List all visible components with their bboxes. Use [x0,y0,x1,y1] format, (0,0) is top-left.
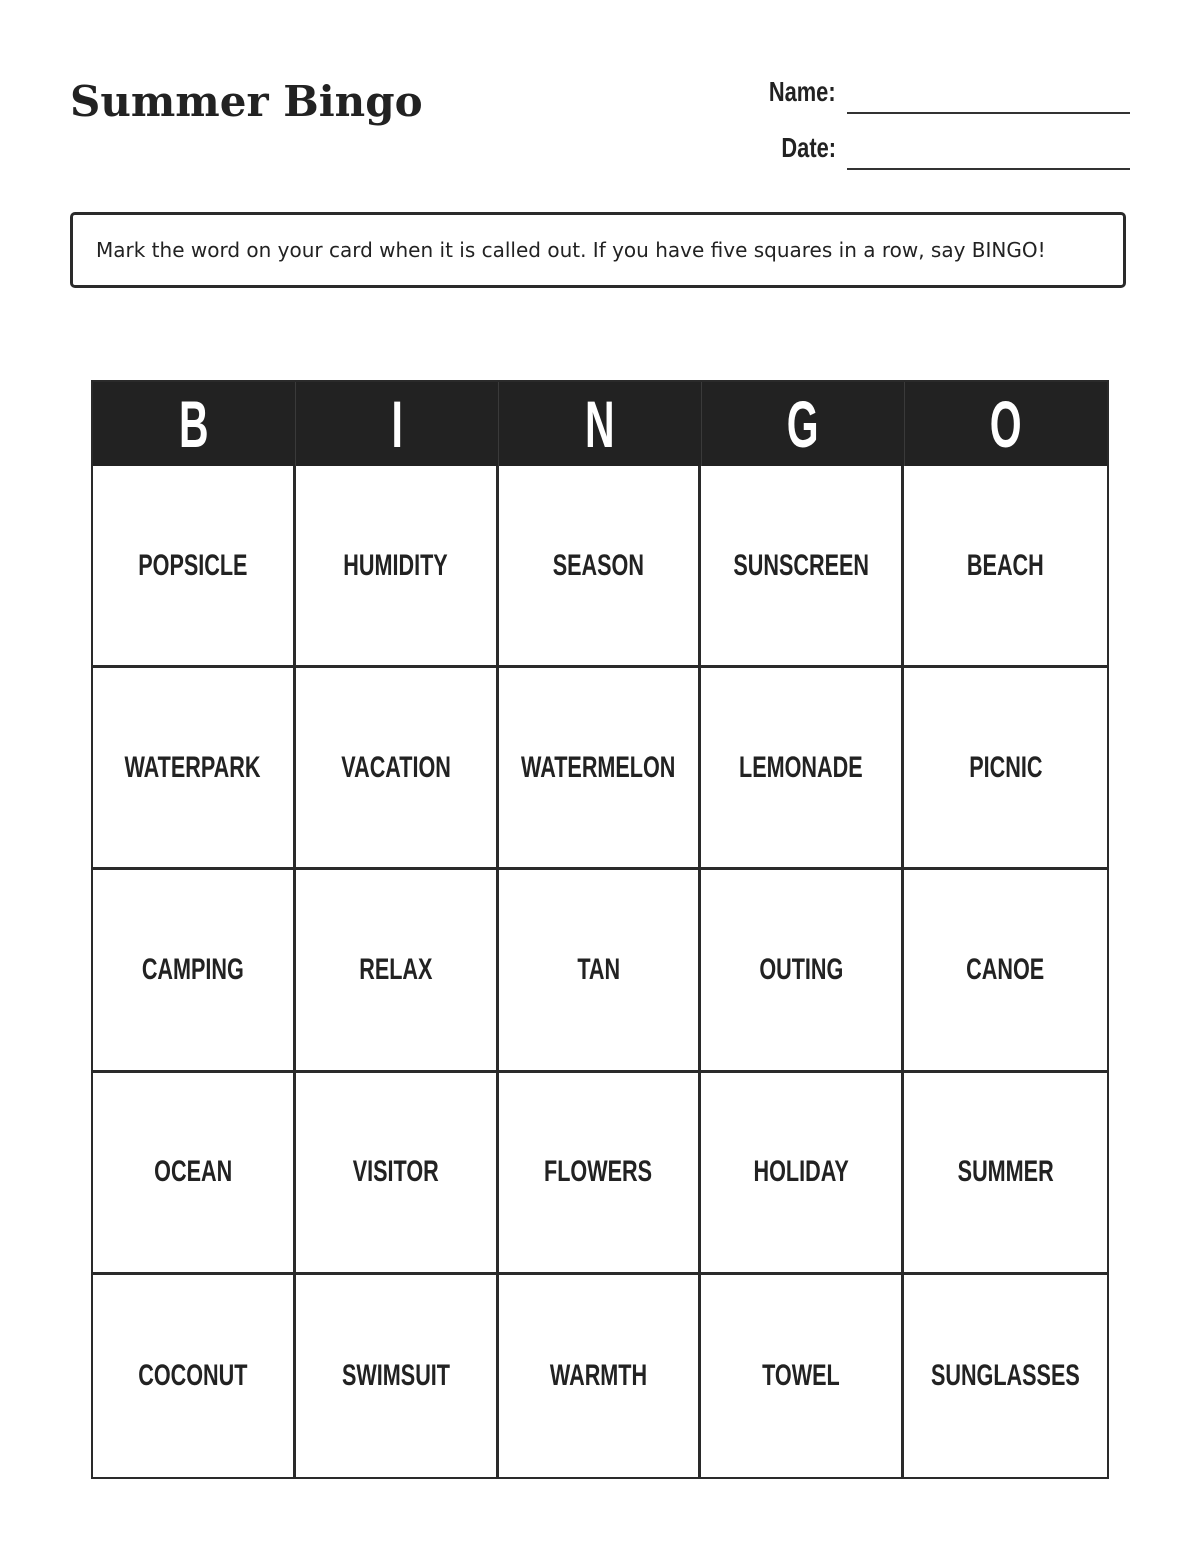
bingo-square[interactable] [904,668,1107,870]
name-line[interactable] [847,112,1130,114]
bingo-square[interactable] [499,870,702,1072]
square-word: COCONUT [138,1358,248,1392]
bingo-square[interactable] [499,1275,702,1477]
bingo-grid [93,466,1107,1477]
square-word: SEASON [552,548,645,582]
header-letter-b [93,382,296,466]
instructions-box [70,212,1126,288]
header-letter-n [499,382,702,466]
bingo-square[interactable] [904,870,1107,1072]
square-word: CAMPING [141,952,244,986]
bingo-square[interactable] [499,466,702,668]
header-letter: O [990,387,1022,461]
square-word: SUNSCREEN [733,548,870,582]
bingo-square[interactable] [904,466,1107,668]
square-word: PICNIC [968,750,1043,784]
square-word: HOLIDAY [753,1155,849,1189]
square-word: HUMIDITY [343,548,448,582]
bingo-header [93,382,1107,466]
name-label: Name: [769,76,836,107]
square-word: RELAX [359,952,433,986]
square-word: WARMTH [549,1358,648,1392]
bingo-square[interactable] [701,668,904,870]
bingo-square[interactable] [296,668,499,870]
square-word: WATERPARK [124,750,261,784]
bingo-square[interactable] [904,1275,1107,1477]
date-label: Date: [781,132,836,163]
bingo-square[interactable] [93,466,296,668]
square-word: TAN [577,952,620,986]
square-word: CANOE [966,952,1045,986]
bingo-square[interactable] [701,1073,904,1275]
square-word: OCEAN [153,1155,232,1189]
square-word: SWIMSUIT [341,1358,450,1392]
square-word: VACATION [340,750,451,784]
square-word: LEMONADE [739,750,864,784]
bingo-square[interactable] [93,1275,296,1477]
bingo-square[interactable] [296,466,499,668]
square-word: WATERMELON [521,750,676,784]
bingo-square[interactable] [904,1073,1107,1275]
square-word: SUMMER [957,1155,1054,1189]
square-word: SUNGLASSES [931,1358,1081,1392]
header-letter-i [296,382,499,466]
header-letter: N [585,387,615,461]
bingo-square[interactable] [701,870,904,1072]
bingo-square[interactable] [701,1275,904,1477]
header-letter: I [391,387,403,461]
bingo-square[interactable] [296,870,499,1072]
square-word: FLOWERS [544,1155,653,1189]
bingo-square[interactable] [93,668,296,870]
bingo-square[interactable] [296,1073,499,1275]
bingo-square[interactable] [93,870,296,1072]
bingo-square[interactable] [296,1275,499,1477]
header-letter: B [179,387,209,461]
square-word: OUTING [759,952,844,986]
bingo-square[interactable] [93,1073,296,1275]
bingo-square[interactable] [499,1073,702,1275]
bingo-board [91,380,1109,1479]
header-letter-g [702,382,905,466]
bingo-square[interactable] [701,466,904,668]
bingo-square[interactable] [499,668,702,870]
square-word: VISITOR [352,1155,439,1189]
square-word: TOWEL [762,1358,841,1392]
page-title: Summer Bingo [70,77,423,126]
name-field[interactable] [740,72,1130,112]
instructions-text: Mark the word on your card when it is called out. If you have five squares in a row, say BINGO! [96,238,1046,262]
square-word: BEACH [967,548,1044,582]
date-field[interactable] [740,128,1130,168]
header-letter: G [787,387,819,461]
header-letter-o [905,382,1107,466]
square-word: POPSICLE [138,548,248,582]
date-line[interactable] [847,168,1130,170]
